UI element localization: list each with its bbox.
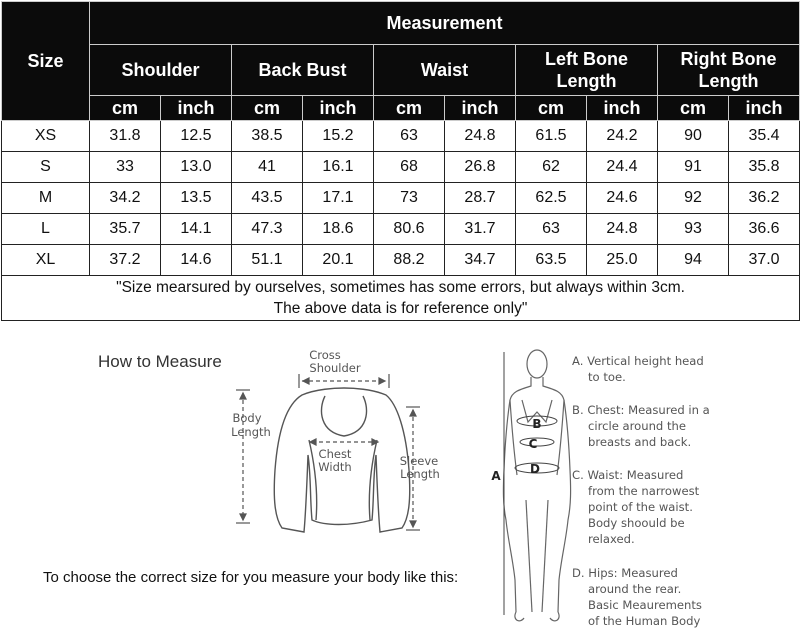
value-cell: 12.5 <box>161 121 232 152</box>
value-cell: 63 <box>374 121 445 152</box>
chest-width-label: Width <box>318 460 352 474</box>
size-cell: M <box>2 183 90 214</box>
note-line: circle around the <box>588 419 686 433</box>
value-cell: 24.2 <box>587 121 658 152</box>
size-cell: XL <box>2 245 90 276</box>
note-line: breasts and back. <box>588 435 692 449</box>
note-line: D. Hips: Measured <box>572 566 678 580</box>
value-cell: 90 <box>658 121 729 152</box>
value-cell: 17.1 <box>303 183 374 214</box>
how-to-measure-title: How to Measure <box>98 352 222 371</box>
unit-header: inch <box>729 96 800 121</box>
note-c <box>572 467 762 547</box>
group-header-waist: Waist <box>374 45 516 96</box>
note-line: A. Vertical height head <box>572 354 704 368</box>
value-cell: 93 <box>658 214 729 245</box>
value-cell: 13.0 <box>161 152 232 183</box>
figure-label-b: B <box>532 417 542 431</box>
group-header-back-bust: Back Bust <box>232 45 374 96</box>
unit-header: cm <box>374 96 445 121</box>
value-cell: 63.5 <box>516 245 587 276</box>
unit-header: inch <box>587 96 658 121</box>
unit-header: inch <box>445 96 516 121</box>
note-line: C. Waist: Measured <box>572 468 684 482</box>
value-cell: 15.2 <box>303 121 374 152</box>
value-cell: 62 <box>516 152 587 183</box>
unit-header: cm <box>232 96 303 121</box>
value-cell: 33 <box>90 152 161 183</box>
unit-header: cm <box>90 96 161 121</box>
note-line: Body shoould be <box>588 516 685 530</box>
value-cell: 24.6 <box>587 183 658 214</box>
value-cell: 62.5 <box>516 183 587 214</box>
value-cell: 25.0 <box>587 245 658 276</box>
unit-header: inch <box>161 96 232 121</box>
value-cell: 41 <box>232 152 303 183</box>
value-cell: 37.2 <box>90 245 161 276</box>
group-header-left-bone-length: Left Bone Length <box>516 45 658 96</box>
value-cell: 16.1 <box>303 152 374 183</box>
chest-width-label: Chest <box>318 447 352 461</box>
body-length-label: Body <box>232 411 262 425</box>
cross-shoulder-arrow <box>299 374 389 388</box>
figure-label-c: C <box>528 437 538 451</box>
value-cell: 28.7 <box>445 183 516 214</box>
size-cell: L <box>2 214 90 245</box>
footnote-line: The above data is for reference only" <box>273 300 528 317</box>
note-line: Basic Meaurements <box>588 598 702 612</box>
value-cell: 88.2 <box>374 245 445 276</box>
value-cell: 35.4 <box>729 121 800 152</box>
size-cell: S <box>2 152 90 183</box>
value-cell: 63 <box>516 214 587 245</box>
measurement-header: Measurement <box>90 2 800 45</box>
note-line: around the rear. <box>588 582 682 596</box>
note-a <box>572 353 762 385</box>
sleeve-length-label: Length <box>400 467 440 481</box>
value-cell: 18.6 <box>303 214 374 245</box>
value-cell: 13.5 <box>161 183 232 214</box>
value-cell: 47.3 <box>232 214 303 245</box>
value-cell: 34.7 <box>445 245 516 276</box>
value-cell: 20.1 <box>303 245 374 276</box>
value-cell: 24.4 <box>587 152 658 183</box>
value-cell: 36.6 <box>729 214 800 245</box>
cross-shoulder-label: Cross <box>309 348 341 362</box>
value-cell: 24.8 <box>587 214 658 245</box>
value-cell: 14.6 <box>161 245 232 276</box>
value-cell: 37.0 <box>729 245 800 276</box>
value-cell: 92 <box>658 183 729 214</box>
size-cell: XS <box>2 121 90 152</box>
note-line: to toe. <box>588 370 626 384</box>
value-cell: 35.8 <box>729 152 800 183</box>
figure-label-d: D <box>530 462 540 476</box>
note-line: point of the waist. <box>588 500 693 514</box>
value-cell: 80.6 <box>374 214 445 245</box>
body-length-label: Length <box>231 425 271 439</box>
value-cell: 14.1 <box>161 214 232 245</box>
value-cell: 34.2 <box>90 183 161 214</box>
value-cell: 61.5 <box>516 121 587 152</box>
note-line: of the Human Body <box>588 614 701 628</box>
value-cell: 73 <box>374 183 445 214</box>
value-cell: 38.5 <box>232 121 303 152</box>
value-cell: 31.7 <box>445 214 516 245</box>
value-cell: 43.5 <box>232 183 303 214</box>
value-cell: 91 <box>658 152 729 183</box>
body-measure-lines <box>504 352 559 615</box>
sleeve-length-label: Sleeve <box>399 454 439 468</box>
size-header: Size <box>2 2 90 121</box>
value-cell: 31.8 <box>90 121 161 152</box>
unit-header: cm <box>516 96 587 121</box>
note-b <box>572 402 762 450</box>
unit-header: inch <box>303 96 374 121</box>
group-header-shoulder: Shoulder <box>90 45 232 96</box>
unit-header: cm <box>658 96 729 121</box>
figure-label-a: A <box>491 469 501 483</box>
body-length-arrow <box>236 390 250 523</box>
value-cell: 24.8 <box>445 121 516 152</box>
value-cell: 68 <box>374 152 445 183</box>
chest-width-arrow <box>310 439 378 445</box>
value-cell: 51.1 <box>232 245 303 276</box>
note-line: relaxed. <box>588 532 635 546</box>
cross-shoulder-label: Shoulder <box>309 361 361 375</box>
value-cell: 26.8 <box>445 152 516 183</box>
group-header-right-bone-length: Right Bone Length <box>658 45 800 96</box>
value-cell: 94 <box>658 245 729 276</box>
value-cell: 36.2 <box>729 183 800 214</box>
human-body-figure <box>503 350 570 621</box>
instruction-text: To choose the correct size for you measure your body like this: <box>43 569 459 586</box>
note-d <box>572 565 762 629</box>
value-cell: 35.7 <box>90 214 161 245</box>
note-line: B. Chest: Measured in a <box>572 403 710 417</box>
note-line: from the narrowest <box>588 484 700 498</box>
footnote-line: "Size mearsured by ourselves, sometimes has some errors, but always within 3cm. <box>116 279 685 296</box>
